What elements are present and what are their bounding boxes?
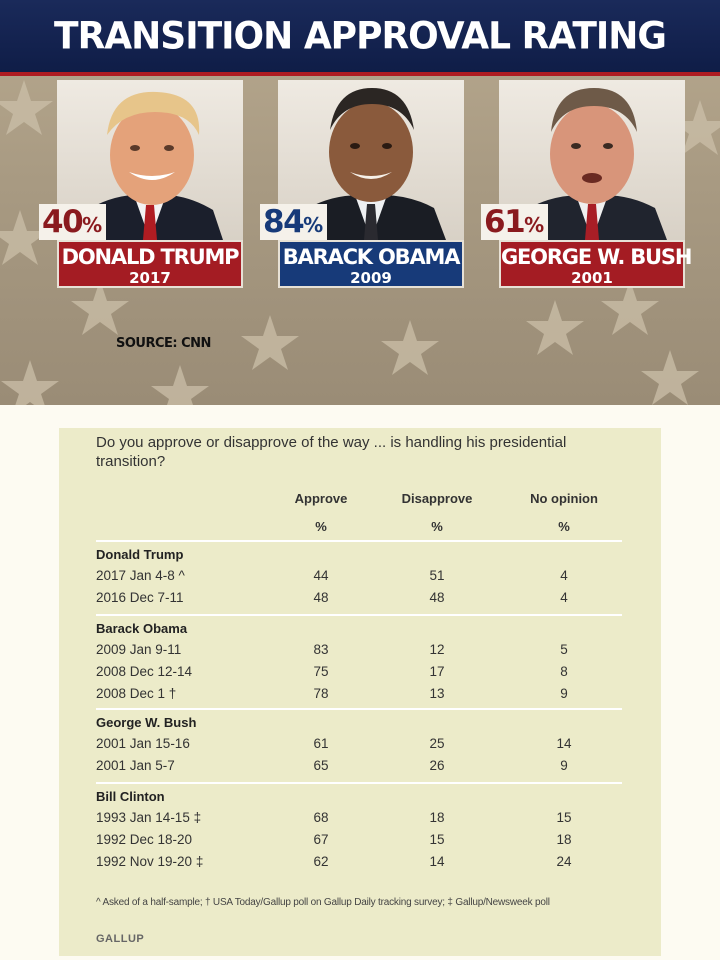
disapprove-value: 17 — [429, 664, 445, 679]
approve-value: 65 — [313, 758, 329, 773]
group-header: Bill Clinton — [96, 789, 165, 804]
row-date-label: 2009 Jan 9-11 — [96, 642, 182, 657]
table-row — [96, 642, 622, 662]
no-opinion-value: 8 — [560, 664, 568, 679]
no-opinion-value: 14 — [556, 736, 572, 751]
group-header: George W. Bush — [96, 715, 197, 730]
name-banner-bush — [499, 240, 692, 288]
approval-percent-obama: 84% — [260, 204, 327, 240]
disapprove-value: 12 — [429, 642, 445, 657]
group-divider — [96, 540, 622, 542]
disapprove-value: 51 — [429, 568, 445, 583]
row-date-label: 2008 Dec 12-14 — [96, 664, 193, 679]
no-opinion-value: 9 — [560, 758, 568, 773]
president-card-bush — [484, 80, 692, 290]
table-row — [96, 758, 622, 778]
row-date-label: 2008 Dec 1 † — [96, 686, 177, 701]
no-opinion-value: 24 — [556, 854, 572, 869]
no-opinion-value: 5 — [560, 642, 568, 657]
approve-value: 61 — [313, 736, 329, 751]
disapprove-value: 14 — [429, 854, 445, 869]
footer-spacer — [96, 878, 622, 880]
no-opinion-value: 18 — [556, 832, 572, 847]
group-divider — [96, 782, 622, 784]
row-date-label: 2001 Jan 15-16 — [96, 736, 190, 751]
disapprove-value: 26 — [429, 758, 445, 773]
row-date-label: 1992 Dec 18-20 — [96, 832, 193, 847]
approve-value: 83 — [313, 642, 329, 657]
cnn-graphic — [0, 0, 720, 405]
no-opinion-value: 15 — [556, 810, 572, 825]
approve-value: 67 — [313, 832, 329, 847]
table-row — [96, 832, 622, 852]
table-row — [96, 568, 622, 588]
table-row — [96, 810, 622, 830]
unit-no-opinion: % — [558, 519, 570, 534]
president-year: 2001 — [571, 269, 613, 287]
approval-percent-bush: 61% — [481, 204, 548, 240]
cnn-source-label: SOURCE: CNN — [116, 336, 211, 351]
table-row — [96, 664, 622, 684]
table-row — [96, 590, 622, 610]
president-card-trump — [42, 80, 243, 290]
gallup-source-label: GALLUP — [96, 933, 145, 945]
unit-disapprove: % — [431, 519, 443, 534]
col-header-disapprove: Disapprove — [401, 491, 473, 506]
disapprove-value: 13 — [429, 686, 445, 701]
table-row — [96, 686, 622, 706]
disapprove-value: 48 — [429, 590, 445, 605]
disapprove-value: 18 — [429, 810, 445, 825]
approval-percent-trump: 40% — [39, 204, 106, 240]
table-footnote: ^ Asked of a half-sample; † USA Today/Gallup poll on Gallup Daily tracking survey; ‡ Gallup/Newsweek poll — [96, 897, 550, 908]
approve-value: 44 — [313, 568, 329, 583]
group-divider — [96, 708, 622, 710]
no-opinion-value: 4 — [560, 590, 568, 605]
approve-value: 48 — [313, 590, 329, 605]
table-row — [96, 854, 622, 874]
approve-value: 78 — [313, 686, 329, 701]
president-name: BARACK OBAMA — [282, 245, 460, 269]
approve-value: 68 — [313, 810, 329, 825]
title-bar — [0, 0, 720, 76]
group-header: Donald Trump — [96, 547, 184, 562]
table-row — [96, 736, 622, 756]
president-year: 2009 — [350, 269, 392, 287]
gallup-table-panel — [59, 428, 661, 956]
president-name: GEORGE W. BUSH — [501, 245, 692, 269]
row-date-label: 2001 Jan 5-7 — [96, 758, 175, 773]
row-date-label: 1992 Nov 19-20 ‡ — [96, 854, 204, 869]
disapprove-value: 25 — [429, 736, 445, 751]
president-name: DONALD TRUMP — [61, 245, 239, 269]
graphic-title: TRANSITION APPROVAL RATING — [54, 14, 666, 59]
no-opinion-value: 9 — [560, 686, 568, 701]
unit-approve: % — [315, 519, 327, 534]
row-date-label: 2016 Dec 7-11 — [96, 590, 184, 605]
approve-value: 75 — [313, 664, 329, 679]
poll-question: Do you approve or disapprove of the way ... is handling his presidential transition? — [96, 434, 567, 470]
group-header: Barack Obama — [96, 621, 188, 636]
disapprove-value: 15 — [429, 832, 445, 847]
no-opinion-value: 4 — [560, 568, 568, 583]
col-header-no-opinion: No opinion — [530, 491, 598, 506]
name-banner-trump — [57, 240, 243, 288]
group-divider — [96, 614, 622, 616]
president-year: 2017 — [129, 269, 171, 287]
col-header-approve: Approve — [294, 491, 348, 506]
president-card-obama — [263, 80, 464, 290]
approve-value: 62 — [313, 854, 329, 869]
name-banner-obama — [278, 240, 464, 288]
row-date-label: 2017 Jan 4-8 ^ — [96, 568, 185, 583]
row-date-label: 1993 Jan 14-15 ‡ — [96, 810, 202, 825]
